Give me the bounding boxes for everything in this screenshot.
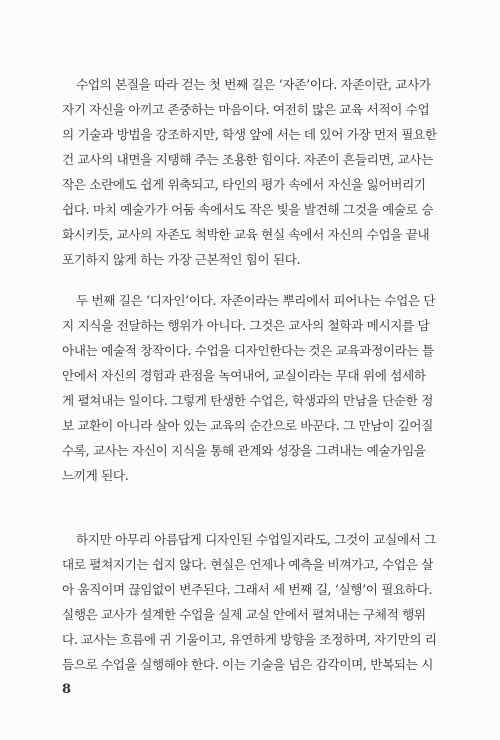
text-line: 아 움직이며 끊임없이 변주된다. 그래서 세 번째 길, ‘실행’이 필요하다. (62, 582, 433, 597)
text-line: 안에서 자신의 경험과 관점을 녹여내어, 교실이라는 무대 위에 섬세하 (62, 368, 426, 383)
text-line: 자기 자신을 아끼고 존중하는 마음이다. 여전히 많은 교육 서적이 수업 (62, 102, 430, 117)
text-line: 하지만 아무리 아름답게 디자인된 수업일지라도, 그것이 교실에서 그 (76, 532, 437, 547)
text-line: 건 교사의 내면을 지탱해 주는 조용한 힘이다. 자존이 흔들리면, 교사는 (62, 152, 434, 167)
text-line: 다. 교사는 흐름에 귀 기울이고, 유연하게 방향을 조정하며, 자기만의 리 (62, 632, 437, 647)
paragraph-self-respect (62, 72, 440, 272)
text-line: 수업의 본질을 따라 걷는 첫 번째 길은 ‘자존’이다. 자존이란, 교사가 (76, 77, 431, 92)
text-line: 포기하지 않게 하는 가장 근본적인 힘이 된다. (62, 252, 301, 267)
text-line: 수록, 교사는 자신이 지식을 통해 관계와 성장을 그려내는 예술가임을 (62, 443, 426, 458)
text-line: 느끼게 된다. (62, 468, 129, 483)
text-line: 보 교환이 아니라 살아 있는 교육의 순간으로 바꾼다. 그 만남이 깊어질 (62, 418, 434, 433)
text-line: 의 기술과 방법을 강조하지만, 학생 앞에 서는 데 있어 가장 먼저 필요한 (62, 127, 437, 142)
text-line: 두 번째 길은 ‘디자인’이다. 자존이라는 뿌리에서 피어나는 수업은 단 (76, 293, 436, 308)
text-line: 지 지식을 전달하는 행위가 아니다. 그것은 교사의 철학과 메시지를 담 (62, 318, 430, 333)
text-line: 작은 소란에도 쉽게 위축되고, 타인의 평가 속에서 자신을 잃어버리기 (62, 177, 426, 192)
text-line: 쉽다. 마치 예술가가 어둠 속에서도 작은 빛을 발견해 그것을 예술로 승 (62, 202, 434, 217)
paragraph-design (62, 288, 440, 488)
text-line: 대로 펼쳐지기는 쉽지 않다. 현실은 언제나 예측을 비껴가고, 수업은 살 (62, 557, 434, 572)
text-line: 화시키듯, 교사의 자존도 척박한 교육 현실 속에서 자신의 수업을 끝내 (62, 227, 430, 242)
text-line: 듬으로 수업을 실행해야 한다. 이는 기술을 넘은 감각이며, 반복되는 시 (62, 657, 434, 672)
paragraph-execution (62, 527, 440, 677)
page-number: 8 (62, 682, 72, 697)
text-line: 게 펼쳐내는 일이다. 그렇게 탄생한 수업은, 학생과의 만남을 단순한 정 (62, 393, 434, 408)
text-line: 실행은 교사가 설계한 수업을 실제 교실 안에서 펼쳐내는 구체적 행위 (62, 607, 426, 622)
text-line: 아내는 예술적 창작이다. 수업을 디자인한다는 것은 교육과정이라는 틀 (62, 343, 434, 358)
